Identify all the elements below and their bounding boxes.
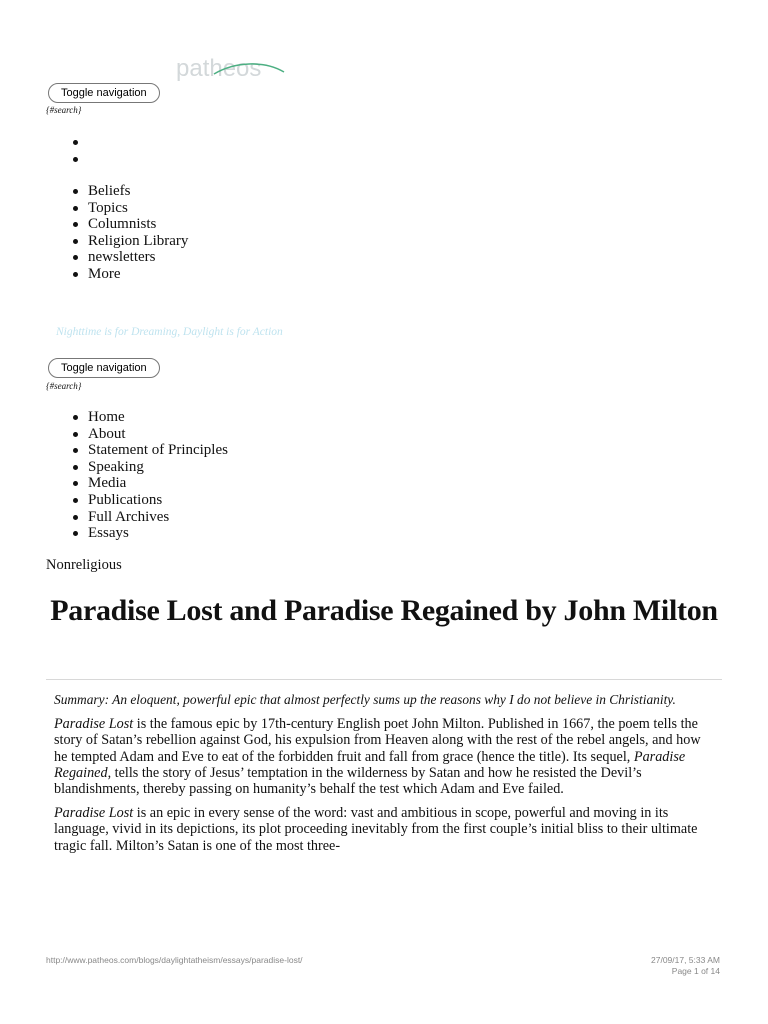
article-category[interactable]: Nonreligious — [46, 557, 122, 573]
footer-date: 27/09/17, 5:33 AM — [651, 955, 720, 965]
blog-nav-home[interactable]: Home — [0, 409, 228, 426]
article-paragraph — [54, 716, 716, 797]
nav-item-columnists[interactable]: Columnists — [0, 216, 188, 233]
utility-item-empty — [0, 151, 88, 168]
patheos-logo[interactable] — [174, 52, 286, 86]
blog-nav-full-archives[interactable]: Full Archives — [0, 509, 228, 526]
toggle-navigation-button[interactable]: Toggle navigation — [48, 83, 160, 103]
paragraph-text: is the famous epic by 17th-century English poet John Milton. Published in 1667, the poem tells the story of Satan’s rebellion against God, his expulsion from Heaven along with the rest of the rebel angels, and how he tempted Adam and Eve to eat of the forbidden fruit and fall from grace (hence the title). Its sequel, — [54, 716, 701, 765]
book-title: Paradise Lost — [54, 716, 134, 733]
paragraph-text: , tells the story of Jesus’ temptation in the wilderness by Satan and how he resisted the Devil’s blandishments, thereby passing on humanity’s behalf the test which Adam and Eve failed. — [54, 764, 642, 798]
footer-page-number: Page 1 of 14 — [671, 966, 720, 976]
blog-nav — [0, 409, 228, 542]
blog-nav-speaking[interactable]: Speaking — [0, 459, 228, 476]
logo-wordmark: patheos — [176, 55, 262, 82]
main-nav — [0, 183, 188, 283]
blog-nav-essays[interactable]: Essays — [0, 525, 228, 542]
nav-item-religion-library[interactable]: Religion Library — [0, 233, 188, 250]
blog-nav-about[interactable]: About — [0, 426, 228, 443]
blog-toggle-navigation-button[interactable]: Toggle navigation — [48, 358, 160, 378]
article-paragraph — [54, 805, 716, 854]
paragraph-text: is an epic in every sense of the word: vast and ambitious in scope, powerful and moving in its language, vivid in its depictions, its plot proceeding inevitably from the first couple’s initial bliss to their ultimate tragic fall. Milton’s Satan is one of the most three- — [54, 805, 698, 854]
utility-list — [0, 134, 88, 167]
article-body — [54, 692, 716, 862]
nav-item-more[interactable]: More — [0, 266, 188, 283]
search-template[interactable]: {#search} — [46, 105, 82, 115]
article-summary: Summary: An eloquent, powerful epic that almost perfectly sums up the reasons why I do not believe in Christianity. — [54, 692, 676, 707]
article-title: Paradise Lost and Paradise Regained by John Milton — [50, 594, 718, 627]
footer-url: http://www.patheos.com/blogs/daylightatheism/essays/paradise-lost/ — [46, 955, 303, 965]
blog-tagline: Nighttime is for Dreaming, Daylight is for Action — [56, 326, 283, 338]
blog-search-template[interactable]: {#search} — [46, 381, 82, 391]
nav-item-beliefs[interactable]: Beliefs — [0, 183, 188, 200]
title-divider — [46, 679, 722, 680]
nav-item-topics[interactable]: Topics — [0, 200, 188, 217]
book-title: Paradise Regained — [54, 748, 686, 781]
blog-nav-media[interactable]: Media — [0, 475, 228, 492]
nav-item-newsletters[interactable]: newsletters — [0, 249, 188, 266]
blog-nav-statement-of-principles[interactable]: Statement of Principles — [0, 442, 228, 459]
book-title: Paradise Lost — [54, 805, 134, 822]
blog-nav-publications[interactable]: Publications — [0, 492, 228, 509]
utility-item-empty — [0, 134, 88, 151]
